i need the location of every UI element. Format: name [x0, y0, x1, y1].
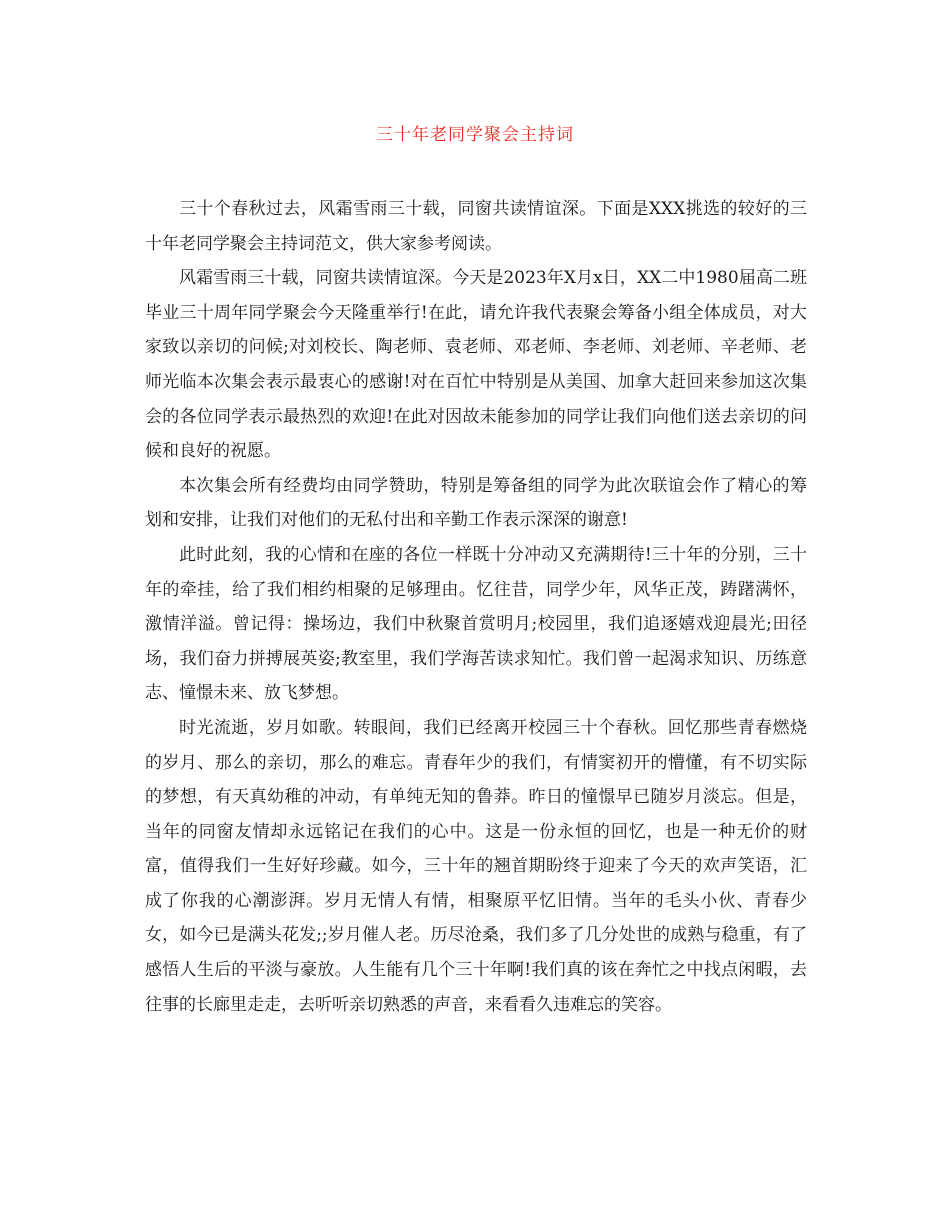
paragraph-reflection: 时光流逝，岁月如歌。转眼间，我们已经离开校园三十个春秋。回忆那些青春燃烧的岁月、那么的亲切，那么的难忘。青春年少的我们，有情窦初开的懵懂，有不切实际的梦想，有天真幼稚的冲动，有单纯无知的鲁莽。昨日的憧憬早已随岁月淡忘。但是，当年的同窗友情却永远铭记在我们的心中。这是一份永恒的回忆，也是一种无价的财富，值得我们一生好好珍藏。如今，三十年的翘首期盼终于迎来了今天的欢声笑语，汇成了你我的心潮澎湃。岁月无情人有情，相聚原平忆旧情。当年的毛头小伙、青春少女，如今已是满头花发;;岁月催人老。历尽沧桑，我们多了几分处世的成熟与稳重，有了感悟人生后的平淡与豪放。人生能有几个三十年啊!我们真的该在奔忙之中找点闲暇，去往事的长廊里走走，去听听亲切熟悉的声音，来看看久违难忘的笑容。 [145, 717, 807, 1015]
paragraph-memories: 此时此刻，我的心情和在座的各位一样既十分冲动又充满期待!三十年的分别，三十年的牵挂，给了我们相约相聚的足够理由。忆往昔，同学少年，风华正茂，踌躇满怀，激情洋溢。曾记得：操场边，我们中秋聚首赏明月;校园里，我们追逐嬉戏迎晨光;田径场，我们奋力拼搏展英姿;教室里，我们学海苦读求知忙。我们曾一起渴求知识、历练意志、憧憬未来、放飞梦想。 [145, 544, 807, 704]
document-title: 三十年老同学聚会主持词 [376, 125, 574, 145]
paragraph-thanks: 本次集会所有经费均由同学赞助，特别是筹备组的同学为此次联谊会作了精心的筹划和安排，让我们对他们的无私付出和辛勤工作表示深深的谢意! [145, 475, 807, 531]
document-body [145, 192, 807, 1022]
paragraph-welcome: 风霜雪雨三十载，同窗共读情谊深。今天是2023年X月x日，XX二中1980届高二班毕业三十周年同学聚会今天隆重举行!在此，请允许我代表聚会筹备小组全体成员，对大家致以亲切的问候;对刘校长、陶老师、袁老师、邓老师、李老师、刘老师、辛老师、老师光临本次集会表示最衷心的感谢!对在百忙中特别是从美国、加拿大赶回来参加这次集会的各位同学表示最热烈的欢迎!在此对因故未能参加的同学让我们向他们送去亲切的问候和良好的祝愿。 [145, 268, 807, 462]
paragraph-intro: 三十个春秋过去，风霜雪雨三十载，同窗共读情谊深。下面是XXX挑选的较好的三十年老同学聚会主持词范文，供大家参考阅读。 [145, 199, 807, 254]
